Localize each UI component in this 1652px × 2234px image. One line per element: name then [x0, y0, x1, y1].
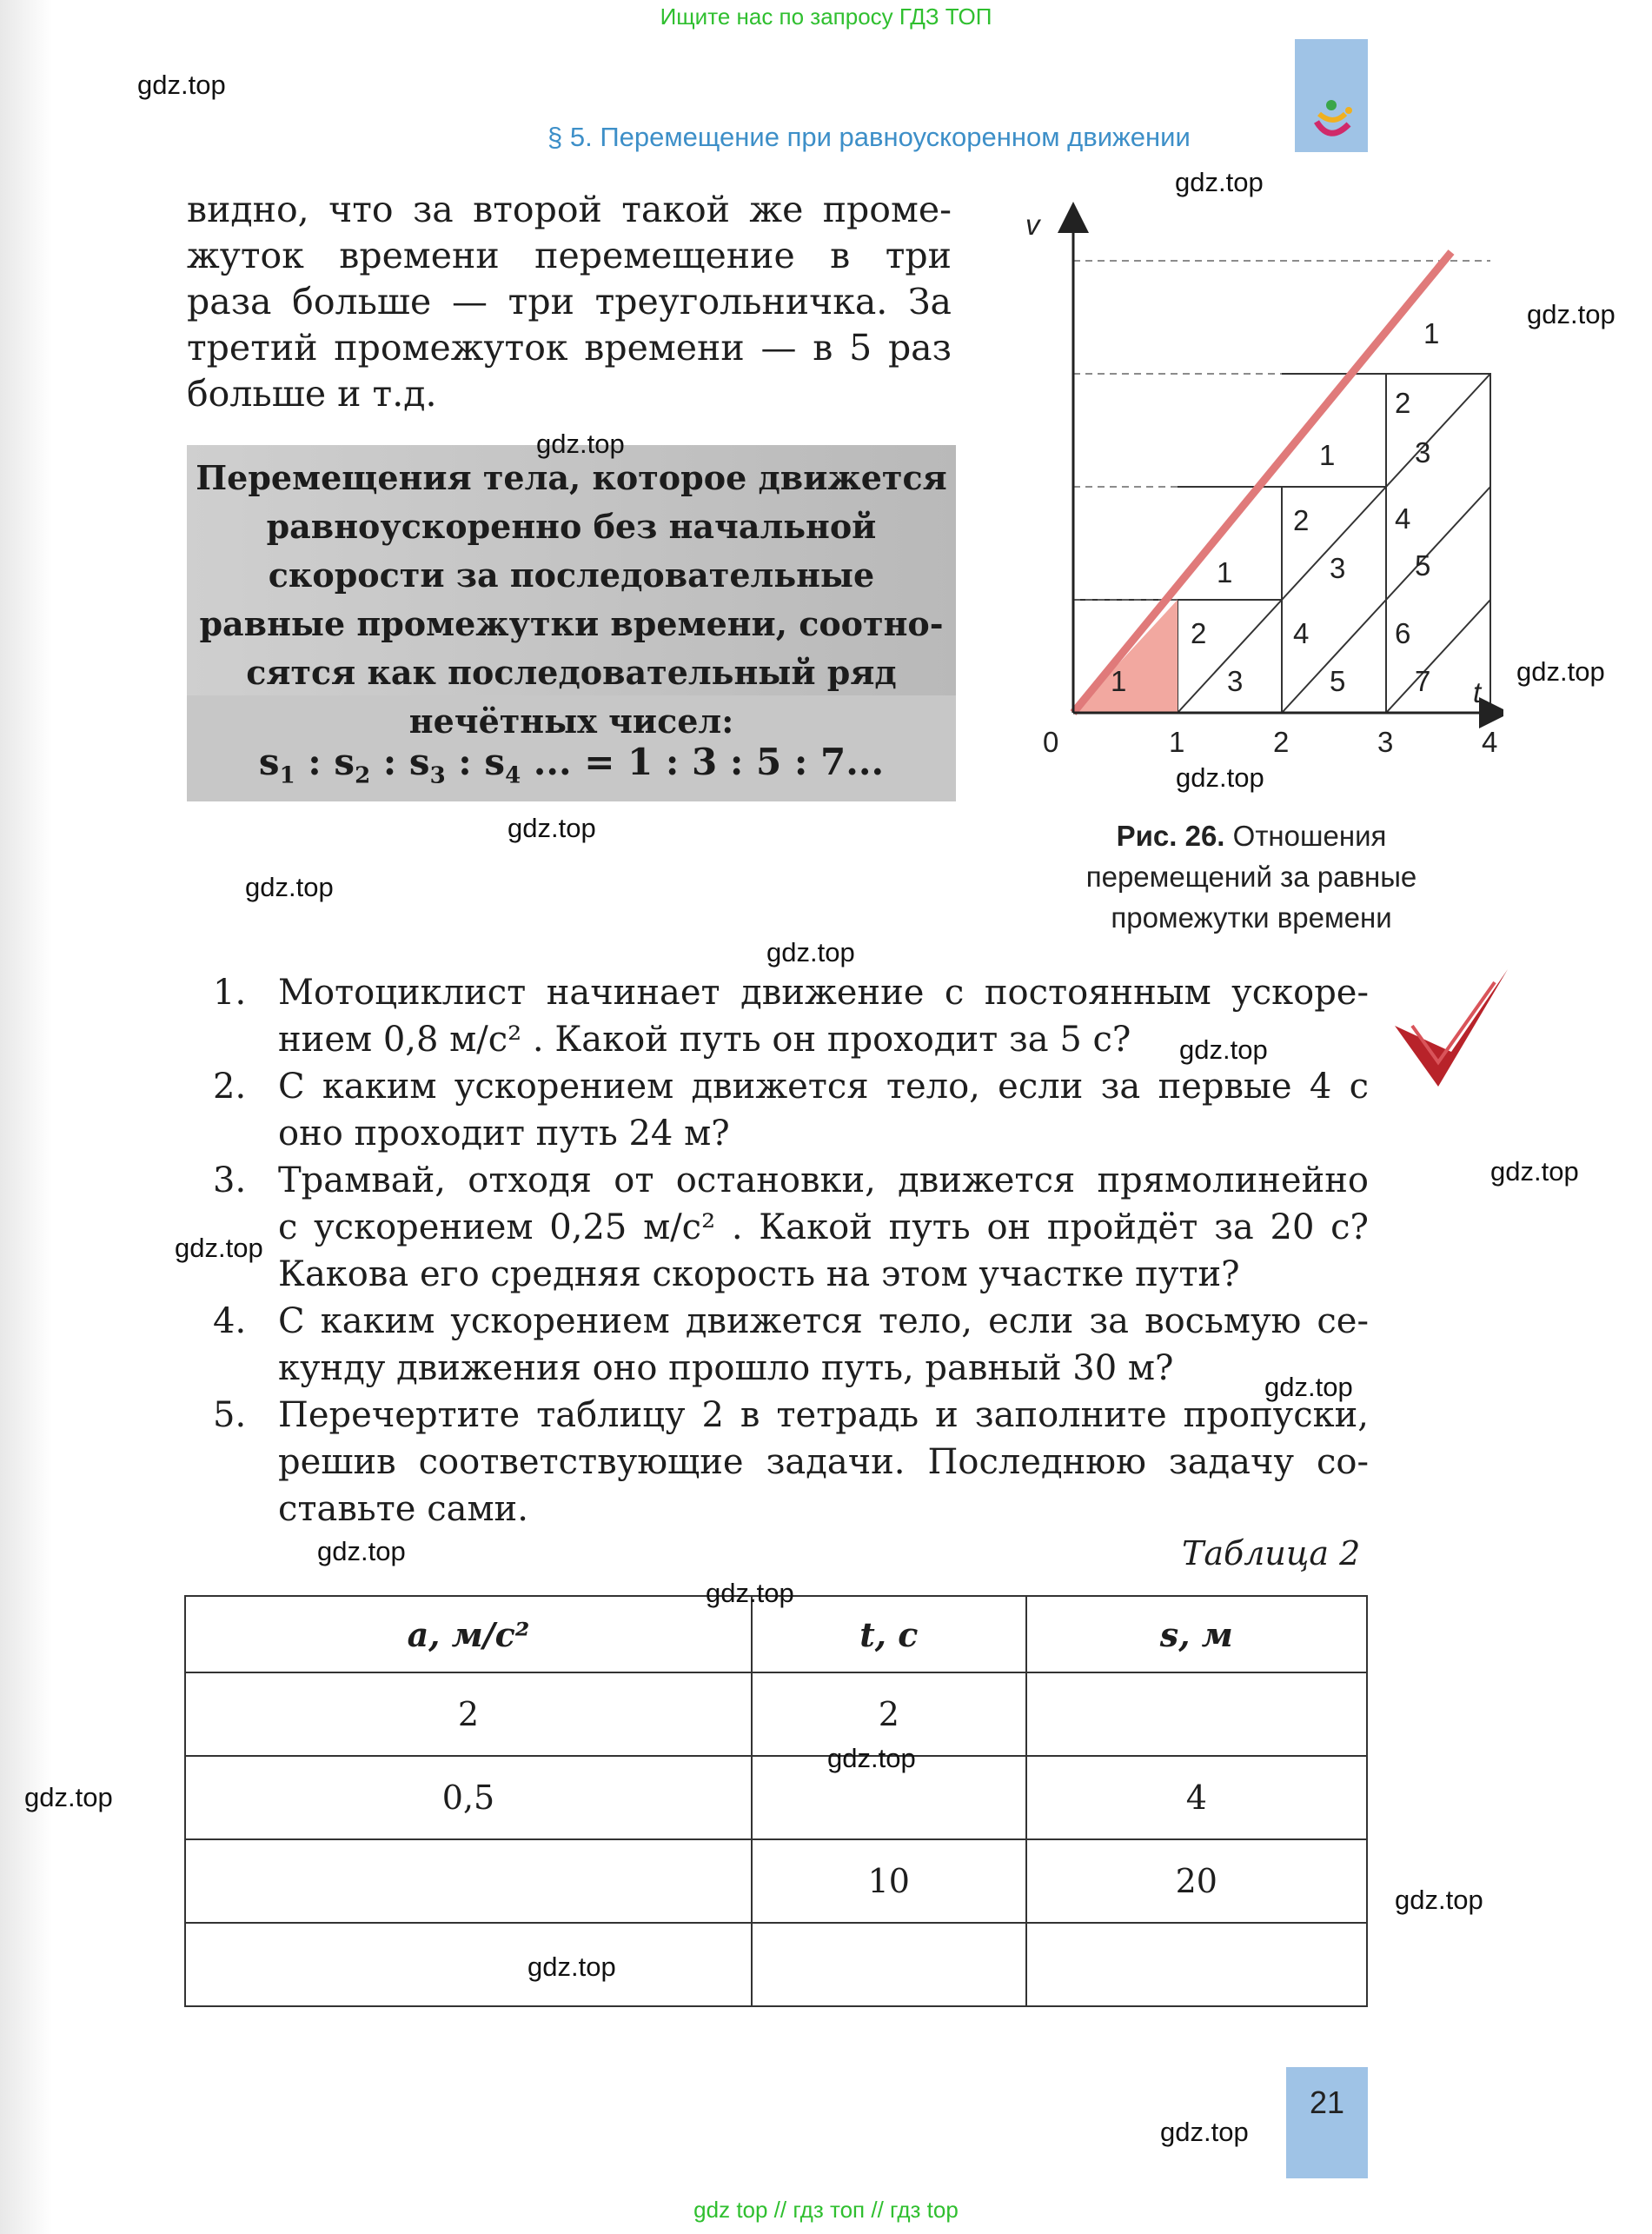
watermark: gdz.top: [1527, 299, 1616, 329]
bottom-banner[interactable]: gdz top // гдз топ // гдз top: [693, 2197, 959, 2223]
origin-label: 0: [1043, 726, 1059, 758]
task-line: Трамвай, отходя от остановки, движется прямолинейно: [278, 1160, 1369, 1200]
page-edge-shadow: [0, 0, 52, 2234]
watermark: gdz.top: [245, 872, 334, 902]
watermark: gdz.top: [766, 937, 855, 967]
rule-line: равноускоренно без начальной: [266, 507, 877, 546]
top-banner[interactable]: Ищите нас по запросу ГДЗ ТОП: [660, 3, 992, 30]
watermark: gdz.top: [827, 1743, 916, 1773]
cell-number: 1: [1319, 439, 1336, 471]
intro-paragraph: [187, 187, 952, 417]
table-cell: 10: [752, 1839, 1026, 1923]
table-cell: 2: [185, 1672, 752, 1756]
task-line: кунду движения оно прошло путь, равный 30 м?: [278, 1348, 1174, 1388]
task-number: 4.: [213, 1301, 247, 1341]
task-number: 2.: [213, 1067, 247, 1107]
rule-text: [187, 454, 956, 746]
cell-number: 2: [1191, 617, 1207, 649]
table-cell: 4: [1026, 1756, 1367, 1839]
paragraph-line: жуток времени перемещение в три: [187, 235, 952, 276]
figure-caption: Рис. 26. Отношения перемещений за равные промежутки времени: [1085, 820, 1417, 934]
cell-number: 3: [1415, 436, 1431, 469]
table-cell: 2: [752, 1672, 1026, 1756]
table-cell: [1026, 1672, 1367, 1756]
task-line: с ускорением 0,25 м/с² . Какой путь он пройдёт за 20 с?: [278, 1207, 1369, 1247]
watermark: gdz.top: [137, 70, 226, 100]
task-line: ставьте сами.: [278, 1489, 528, 1529]
watermark: gdz.top: [536, 429, 625, 459]
watermark: gdz.top: [1179, 1034, 1268, 1065]
task-number: 5.: [213, 1395, 247, 1435]
cell-number: 2: [1293, 504, 1310, 536]
rule-line: Перемещения тела, которое движется: [196, 458, 947, 497]
task-line: решив соответствующие задачи. Последнюю задачу со-: [278, 1442, 1369, 1482]
x-tick: 4: [1482, 726, 1498, 758]
table-row: [185, 1839, 1367, 1923]
task-number: 1.: [213, 973, 247, 1013]
table-row: [185, 1672, 1367, 1756]
cell-number: 3: [1330, 552, 1346, 584]
task-item: [213, 1063, 1369, 1157]
table-cell: [752, 1923, 1026, 2006]
figure-26-graph: [999, 200, 1503, 791]
paragraph-line: больше и т.д.: [187, 373, 437, 415]
paragraph-line: видно, что за второй такой же проме-: [187, 189, 952, 230]
cell-number: 7: [1415, 665, 1431, 697]
watermark: gdz.top: [1490, 1156, 1579, 1187]
cell-number: 1: [1217, 556, 1233, 588]
task-line: оно проходит путь 24 м?: [278, 1114, 730, 1154]
task-line: нием 0,8 м/с² . Какой путь он проходит за 5 с?: [278, 1020, 1131, 1060]
table-cell: [185, 1839, 752, 1923]
cell-number: 1: [1423, 317, 1440, 349]
table-header: a, м/с²: [185, 1596, 752, 1672]
watermark: gdz.top: [24, 1782, 113, 1812]
watermark: gdz.top: [1516, 656, 1605, 687]
cell-number: 4: [1395, 502, 1411, 535]
cell-number: 5: [1415, 549, 1431, 582]
task-line: Какова его средняя скорость на этом участке пути?: [278, 1254, 1240, 1294]
task-line: С каким ускорением движется тело, если за первые 4 с: [278, 1067, 1369, 1107]
task-item: [213, 1298, 1369, 1392]
logo-swirl-icon: [1295, 39, 1368, 152]
table-cell: 20: [1026, 1839, 1367, 1923]
ratio-formula: $s_1$ : $s_2$ : $s_3$ : $s_4$ ... = 1 : 3 : 5 : 7...: [258, 741, 885, 789]
task-line: С каким ускорением движется тело, если за восьмую се-: [278, 1301, 1369, 1341]
task-item: [213, 1157, 1369, 1298]
table-header: s, м: [1026, 1596, 1367, 1672]
task-item: [213, 1392, 1369, 1533]
rule-line: скорости за последовательные: [268, 555, 875, 595]
table-caption: Таблица 2: [1182, 1534, 1361, 1572]
x-tick: 1: [1169, 726, 1185, 758]
x-tick: 2: [1273, 726, 1290, 758]
cell-number: 6: [1395, 617, 1411, 649]
cell-number: 1: [1111, 665, 1127, 697]
page-number: 21: [1309, 2084, 1345, 2120]
table-cell: 0,5: [185, 1756, 752, 1839]
cell-number: 2: [1395, 387, 1411, 419]
table-cell: [1026, 1923, 1367, 2006]
task-line: Перечертите таблицу 2 в тетрадь и заполните пропуски,: [278, 1395, 1369, 1435]
rule-line: равные промежутки времени, соотно-: [199, 604, 944, 643]
paragraph-line: третий промежуток времени — в 5 раз: [187, 327, 952, 369]
task-line: Мотоциклист начинает движение с постоянным ускоре-: [278, 973, 1369, 1013]
watermark: gdz.top: [317, 1536, 406, 1566]
x-tick: 3: [1377, 726, 1394, 758]
watermark: gdz.top: [1160, 2117, 1249, 2147]
table-cell: [185, 1923, 752, 2006]
watermark: gdz.top: [508, 813, 596, 843]
table-header: t, с: [752, 1596, 1026, 1672]
watermark: gdz.top: [1264, 1372, 1353, 1402]
watermark: gdz.top: [527, 1951, 616, 1982]
header-tab-logo: [1295, 39, 1368, 152]
checkmark-icon: [1390, 965, 1512, 1095]
rule-line: нечётных чисел:: [408, 701, 734, 741]
paragraph-line: раза больше — три треугольничка. За: [187, 281, 952, 322]
watermark: gdz.top: [1395, 1885, 1483, 1915]
axis-label-t: t: [1473, 676, 1482, 708]
watermark: gdz.top: [706, 1578, 794, 1608]
task-number: 3.: [213, 1160, 247, 1200]
cell-number: 5: [1330, 665, 1346, 697]
watermark: gdz.top: [1176, 762, 1264, 793]
section-title: § 5. Перемещение при равноускоренном движении: [547, 122, 1191, 152]
table-row: [185, 1923, 1367, 2006]
cell-number: 4: [1293, 617, 1310, 649]
rule-line: сятся как последовательный ряд: [246, 653, 897, 692]
watermark: gdz.top: [175, 1233, 263, 1263]
table-2: [184, 1595, 1368, 2007]
cell-number: 3: [1227, 665, 1244, 697]
watermark: gdz.top: [1175, 167, 1264, 197]
axis-label-v: v: [1025, 209, 1040, 241]
table-row: [185, 1756, 1367, 1839]
